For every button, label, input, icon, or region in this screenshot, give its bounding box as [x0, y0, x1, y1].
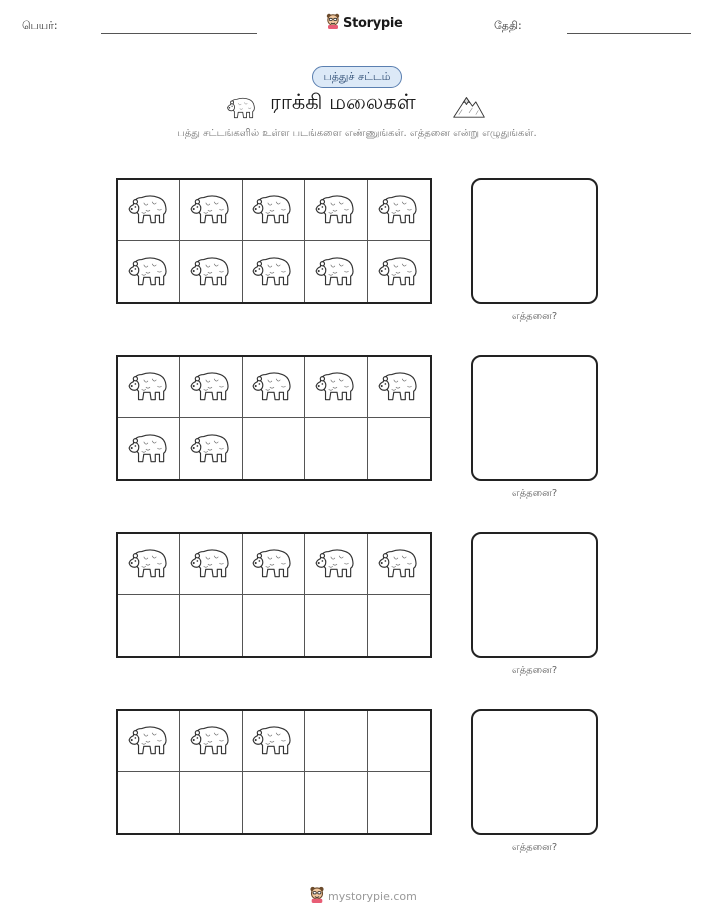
bear-icon: [127, 367, 171, 407]
answer-box[interactable]: [471, 355, 598, 481]
bear-icon: [251, 252, 295, 292]
frame-cell: [180, 772, 242, 833]
frame-cell: [118, 241, 180, 302]
bear-icon: [251, 190, 295, 230]
frame-cell: [180, 534, 242, 595]
frame-cell: [180, 180, 242, 241]
frame-cell: [243, 534, 305, 595]
ten-frame: [116, 532, 432, 658]
answer-question: எத்தனை?: [511, 665, 558, 676]
ten-frame: [116, 355, 432, 481]
bear-icon: [189, 721, 233, 761]
topic-badge: பத்துச் சட்டம்: [312, 66, 402, 88]
frame-cell: [118, 180, 180, 241]
frame-cell: [368, 534, 430, 595]
bear-icon: [127, 721, 171, 761]
footer-url[interactable]: mystorypie.com: [328, 890, 417, 903]
footer: [309, 886, 417, 907]
frame-cell: [118, 595, 180, 656]
frame-cell: [243, 772, 305, 833]
name-label: பெயர்:: [22, 19, 58, 32]
frame-cell: [180, 711, 242, 772]
frame-cell: [305, 534, 367, 595]
frame-cell: [243, 357, 305, 418]
bear-icon: [314, 367, 358, 407]
frame-cell: [305, 595, 367, 656]
frame-cell: [305, 418, 367, 479]
bear-icon: [251, 367, 295, 407]
frame-cell: [243, 711, 305, 772]
frame-cell: [180, 595, 242, 656]
frame-cell: [305, 772, 367, 833]
frame-cell: [243, 595, 305, 656]
frame-cell: [305, 180, 367, 241]
frame-cell: [118, 534, 180, 595]
frame-cell: [180, 357, 242, 418]
frame-cell: [118, 772, 180, 833]
bear-icon: [189, 252, 233, 292]
frame-cell: [118, 357, 180, 418]
bear-icon: [127, 544, 171, 584]
frame-cell: [368, 180, 430, 241]
instructions: பத்து சட்டங்களில் உள்ள படங்களை எண்ணுங்கள். எத்தனை என்று எழுதுங்கள்.: [177, 128, 537, 139]
frame-cell: [243, 241, 305, 302]
frame-cell: [243, 418, 305, 479]
bear-icon: [189, 190, 233, 230]
bear-icon: [127, 190, 171, 230]
name-line[interactable]: [101, 33, 257, 34]
frame-cell: [243, 180, 305, 241]
bear-icon: [377, 190, 421, 230]
frame-cell: [180, 418, 242, 479]
bear-icon: [189, 367, 233, 407]
frame-cell: [368, 418, 430, 479]
frame-cell: [305, 357, 367, 418]
frame-cell: [368, 711, 430, 772]
ten-frame: [116, 178, 432, 304]
bear-icon: [377, 367, 421, 407]
storypie-logo-icon: [309, 886, 325, 907]
page-title: ராக்கி மலைகள்: [270, 90, 416, 114]
bear-icon: [189, 544, 233, 584]
answer-box[interactable]: [471, 178, 598, 304]
frame-cell: [368, 357, 430, 418]
mountain-icon: [452, 94, 486, 124]
storypie-logo-icon: [326, 13, 340, 33]
date-line[interactable]: [567, 33, 691, 34]
frame-cell: [118, 418, 180, 479]
bear-icon: [189, 429, 233, 469]
brand-name: Storypie: [343, 15, 403, 31]
frame-cell: [305, 711, 367, 772]
bear-icon: [226, 94, 258, 124]
bear-icon: [251, 544, 295, 584]
answer-question: எத்தனை?: [511, 842, 558, 853]
answer-box[interactable]: [471, 709, 598, 835]
title-row: [0, 90, 714, 124]
frame-cell: [305, 241, 367, 302]
answer-box[interactable]: [471, 532, 598, 658]
frame-cell: [118, 711, 180, 772]
frame-cell: [368, 772, 430, 833]
date-label: தேதி:: [494, 19, 522, 32]
frame-cell: [368, 241, 430, 302]
bear-icon: [377, 544, 421, 584]
bear-icon: [127, 252, 171, 292]
bear-icon: [314, 190, 358, 230]
bear-icon: [314, 252, 358, 292]
frame-cell: [180, 241, 242, 302]
bear-icon: [251, 721, 295, 761]
bear-icon: [314, 544, 358, 584]
answer-question: எத்தனை?: [511, 488, 558, 499]
bear-icon: [377, 252, 421, 292]
ten-frame: [116, 709, 432, 835]
answer-question: எத்தனை?: [511, 311, 558, 322]
bear-icon: [127, 429, 171, 469]
brand: [326, 13, 403, 33]
frame-cell: [368, 595, 430, 656]
